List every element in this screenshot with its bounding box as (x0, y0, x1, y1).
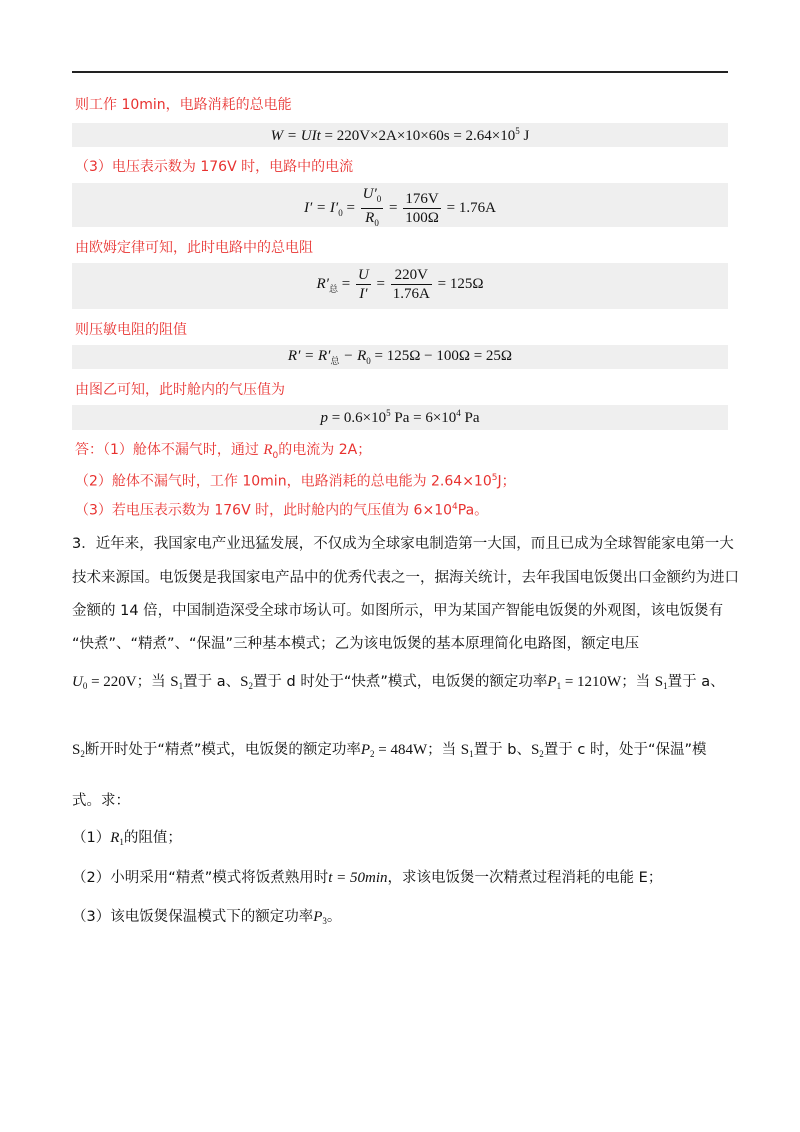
q3-sub-3: （3）该电饭煲保温模式下的额定功率$P_3$。 (72, 909, 342, 926)
q3-line-3: 金额的 14 倍，中国制造深受全球市场认可。如图所示，甲为某国产智能电饭煲的外观图，该电饭煲有 (72, 603, 724, 619)
q3-line-2: 技术来源国。电饭煲是我国家电产品中的优秀代表之一，据海关统计，去年我国电饭煲出口金额约为进口 (72, 570, 739, 586)
q3-line-7: 式。求： (72, 793, 130, 809)
figure-b-intro: 由图乙可知，此时舱内的气压值为 (75, 382, 285, 398)
header-rule (72, 71, 728, 73)
equation-current-box (72, 183, 728, 227)
equation-pressure-box (72, 405, 728, 430)
fraction-220v-176a: $\frac{220V}{1.76A}$ (392, 267, 430, 302)
q3-line-6: $S_2$断开时处于“精煮”模式，电饭煲的额定功率$P_2 = 484W$；当 $S_1$置于 b、$S_2$置于 c 时，处于“保温”模 (72, 742, 707, 759)
equation-energy: W = UIt = $220V\times 2A\times 10\times 60s = 2.64\times 10^5$ J (270, 126, 530, 144)
answer-3: （3）若电压表示数为 176V 时，此时舱内的气压值为 $6\times 10^4Pa$。 (75, 502, 489, 519)
equation-total-r-box (72, 263, 728, 309)
pressure-resistor-intro: 则压敏电阻的阻值 (75, 322, 187, 338)
fraction-u0-r0: $\frac{U'_0}{R_0}$ (362, 186, 382, 228)
answer-2: （2）舱体不漏气时，工作 10min，电路消耗的总电能为 $2.64\times 10^5J$； (75, 473, 516, 490)
equation-sensor-r-box (72, 345, 728, 369)
equation-current: $I' = I'_0$ = $\frac{U'_0}{R_0}$ = $\frac{176V}{100\Omega}$ = 1.76A (72, 185, 728, 232)
q3-line-4: “快煮”、“精煮”、“保温”三种基本模式；乙为该电饭煲的基本原理简化电路图，额定电压 (72, 636, 640, 652)
equation-total-r: $R'_总$ = $\frac{U}{I'}$ = $\frac{220V}{1.76A}$ = 125Ω (316, 267, 484, 302)
answer-1: 答：（1）舱体不漏气时，通过 $R_0$的电流为 2A； (75, 442, 372, 461)
equation-sensor-r: $R' = R'_总 - R_0 = 125\Omega - 100\Omega = 25\Omega$ (287, 348, 513, 366)
equation-pressure: $p = 0.6\times 10^5$ $Pa = 6\times 10^4$ Pa (320, 408, 480, 426)
equation-energy-box (72, 123, 728, 147)
q3-sub-1: $(1)R_1$的阻值； (72, 830, 182, 847)
part3-intro: （3）电压表示数为 176V 时，电路中的电流 (75, 159, 354, 175)
total-energy-intro: 则工作 10min，电路消耗的总电能 (75, 97, 292, 113)
q3-sub-2: （2）小明采用“精煮”模式将饭煮熟用时t = 50min，求该电饭煲一次精煮过程消耗的电能 E； (72, 870, 663, 886)
fraction-176v-100ohm: $\frac{176V}{100\Omega}$ (405, 191, 439, 226)
ohm-law-intro: 由欧姆定律可知，此时电路中的总电阻 (75, 240, 313, 256)
fraction-u-i: $\frac{U}{I'}$ (357, 267, 369, 302)
q3-line-5: $U_0 = 220V$；当 $S_1$置于 a、$S_2$置于 d 时处于“快煮”模式，电饭煲的额定功率$P_1 = 1210W$；当 $S_1$置于 a、 (72, 674, 725, 691)
q3-line-1: 3．近年来，我国家电产业迅猛发展，不仅成为全球家电制造第一大国，而且已成为全球智能家电第一大 (72, 536, 734, 552)
